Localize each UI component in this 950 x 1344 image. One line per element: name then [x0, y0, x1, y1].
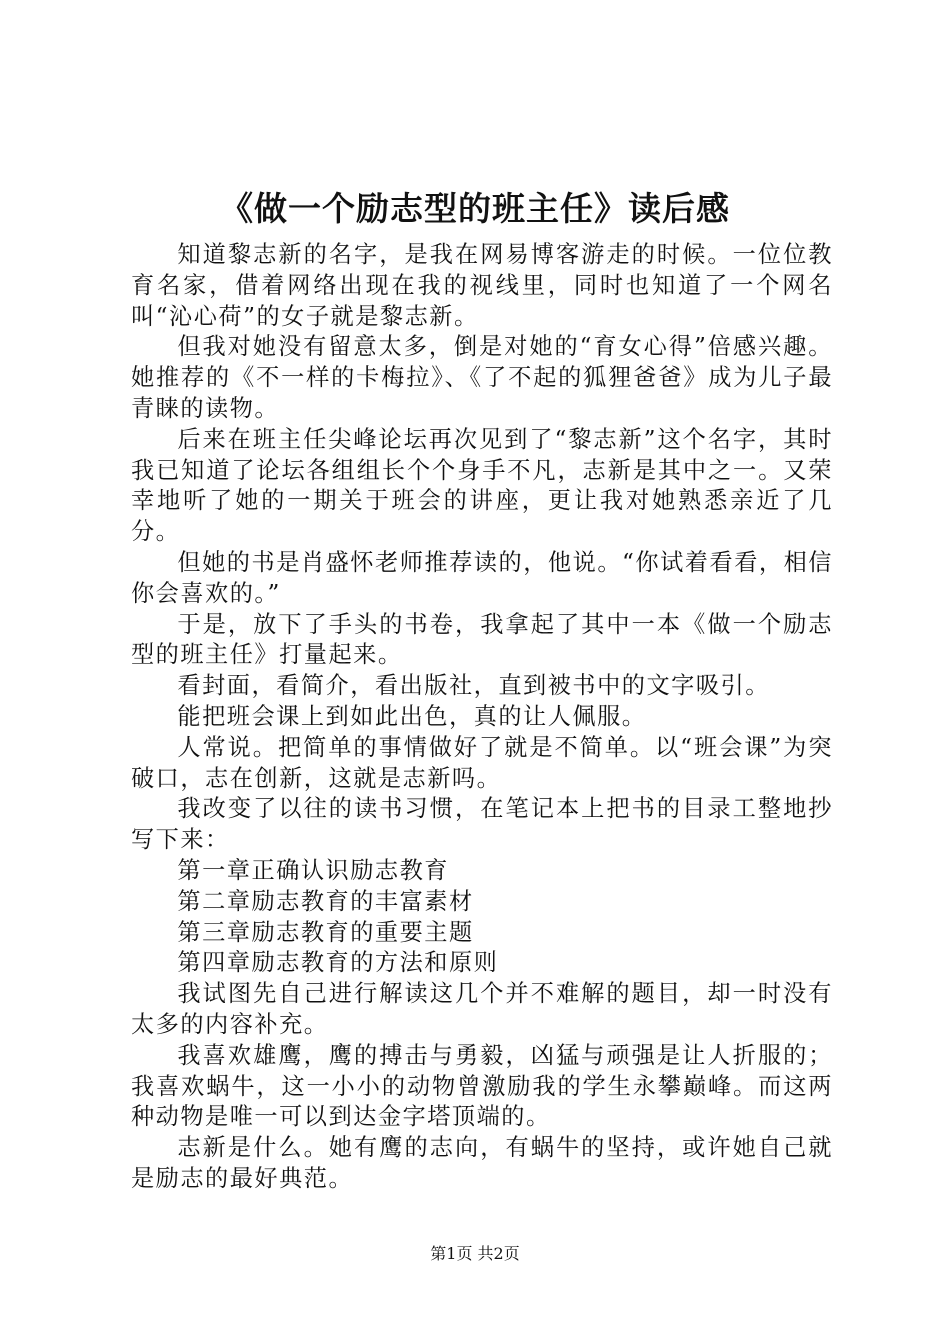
paragraph: 于是，放下了手头的书卷，我拿起了其中一本《做一个励志型的班主任》打量起来。 [131, 610, 833, 669]
paragraph: 看封面，看简介，看出版社，直到被书中的文字吸引。 [177, 672, 770, 700]
toc-item: 第一章正确认识励志教育 [177, 856, 449, 884]
paragraph: 知道黎志新的名字，是我在网易博客游走的时候。一位位教育名家，借着网络出现在我的视线里，同时也知道了一个网名叫“沁心荷”的女子就是黎志新。 [131, 241, 833, 330]
paragraph: 人常说。把简单的事情做好了就是不简单。以“班会课”为突破口，志在创新，这就是志新吗。 [131, 733, 833, 792]
paragraph: 我喜欢雄鹰，鹰的搏击与勇毅，凶猛与顽强是让人折服的；我喜欢蜗牛，这一小小的动物曾激励我的学生永攀巅峰。而这两种动物是唯一可以到达金字塔顶端的。 [131, 1041, 833, 1131]
paragraph: 后来在班主任尖峰论坛再次见到了“黎志新”这个名字，其时我已知道了论坛各组组长个个身手不凡，志新是其中之一。又荣幸地听了她的一期关于班会的讲座，更让我对她熟悉亲近了几分。 [131, 425, 833, 546]
paragraph: 但她的书是肖盛怀老师推荐读的，他说。“你试着看看，相信你会喜欢的。” [131, 548, 833, 607]
paragraph: 我改变了以往的读书习惯，在笔记本上把书的目录工整地抄写下来： [131, 795, 833, 854]
page-footer: 第1页 共2页 [430, 1244, 520, 1263]
toc-item: 第二章励志教育的丰富素材 [177, 887, 474, 915]
paragraph: 志新是什么。她有鹰的志向，有蜗牛的坚持，或许她自己就是励志的最好典范。 [131, 1134, 833, 1192]
document-body [131, 240, 833, 1195]
paragraph: 能把班会课上到如此出色，真的让人佩服。 [177, 702, 647, 730]
toc-item: 第四章励志教育的方法和原则 [177, 949, 499, 977]
paragraph: 但我对她没有留意太多，倒是对她的“育女心得”倍感兴趣。她推荐的《不一样的卡梅拉》、《了不起的狐狸爸爸》成为儿子最青睐的读物。 [131, 333, 833, 422]
paragraph: 我试图先自己进行解读这几个并不难解的题目，却一时没有太多的内容补充。 [131, 980, 833, 1038]
document-title: 《做一个励志型的班主任》读后感 [220, 189, 730, 228]
toc-item: 第三章励志教育的重要主题 [177, 918, 474, 946]
